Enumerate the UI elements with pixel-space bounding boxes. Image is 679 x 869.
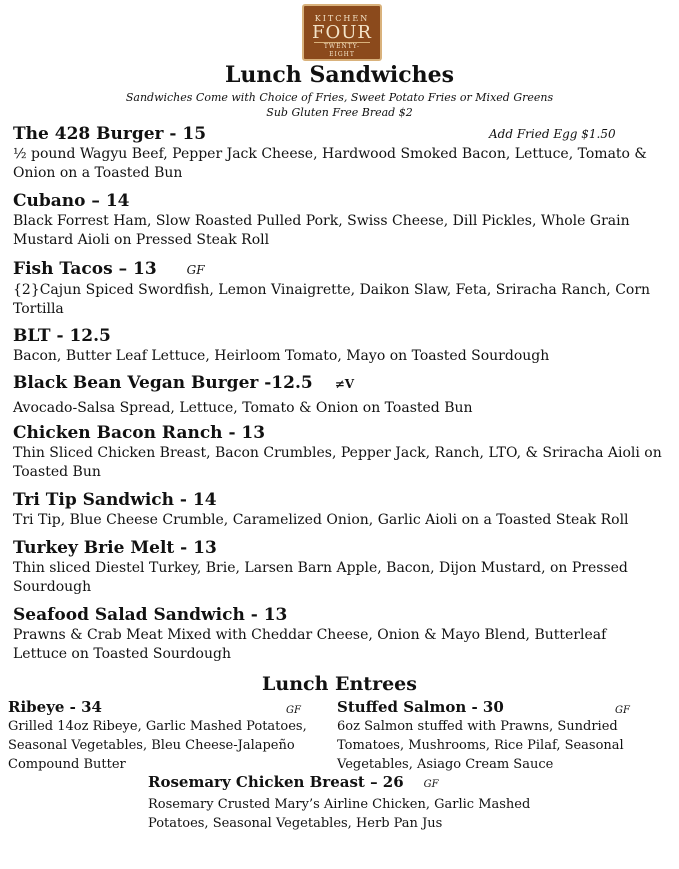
entree-name: Ribeye - 34 (8, 698, 102, 716)
page-title: Lunch Sandwiches (224, 62, 455, 88)
entree-description: 6oz Salmon stuffed with Prawns, Sundried Tomatoes, Mushrooms, Rice Pilaf, Seasonal Vegetables, Asiago Cream Sauce (337, 719, 624, 772)
entree-ribeye (8, 697, 323, 774)
sides-note: Sandwiches Come with Choice of Fries, Sweet Potato Fries or Mixed Greens (125, 91, 554, 104)
gluten-free-tag: GF (186, 263, 205, 277)
item-description: Prawns & Crab Meat Mixed with Cheddar Cheese, Onion & Mayo Blend, Butterleaf Lettuce on Toasted Sourdough (13, 627, 607, 662)
menu-item-cubano (13, 190, 663, 250)
item-description: Bacon, Butter Leaf Lettuce, Heirloom Tomato, Mayo on Toasted Sourdough (13, 348, 550, 364)
burger-addon: Add Fried Egg $1.50 (489, 127, 616, 141)
item-description: ½ pound Wagyu Beef, Pepper Jack Cheese, Hardwood Smoked Bacon, Lettuce, Tomato & Onion on a Toasted Bun (13, 146, 647, 181)
item-description: Black Forrest Ham, Slow Roasted Pulled Pork, Swiss Cheese, Dill Pickles, Whole Grain Mustard Aioli on Pressed Steak Roll (13, 213, 630, 248)
item-name: Tri Tip Sandwich - 14 (13, 490, 217, 510)
menu-item-tri-tip-sandwich (13, 489, 663, 530)
menu-item-fish-tacos (13, 258, 663, 319)
item-name: Turkey Brie Melt - 13 (13, 538, 217, 558)
entree-name: Rosemary Chicken Breast – 26 (148, 773, 404, 791)
item-name: Seafood Salad Sandwich - 13 (13, 605, 288, 625)
item-name: Fish Tacos – 13 (13, 259, 157, 279)
vegan-tag: ≠V (334, 377, 355, 391)
menu-item-chicken-bacon-ranch (13, 422, 663, 482)
gluten-free-tag: GF (615, 705, 630, 716)
item-name: The 428 Burger - 15 (13, 124, 207, 144)
entree-description: Grilled 14oz Ribeye, Garlic Mashed Potatoes, Seasonal Vegetables, Bleu Cheese-Jalapeño Compound Butter (8, 719, 307, 772)
logo-line-2: FOUR (312, 22, 372, 43)
item-description: Tri Tip, Blue Cheese Crumble, Caramelized Onion, Garlic Aioli on a Toasted Steak Roll (13, 512, 629, 528)
item-description: Thin Sliced Chicken Breast, Bacon Crumbles, Pepper Jack, Ranch, LTO, & Sriracha Aioli on Toasted Bun (13, 445, 662, 480)
item-description: Avocado-Salsa Spread, Lettuce, Tomato & Onion on Toasted Bun (13, 400, 473, 416)
menu-item-seafood-salad-sandwich (13, 604, 663, 664)
entree-stuffed-salmon (337, 697, 637, 774)
menu-item-turkey-brie-melt (13, 537, 663, 597)
entrees-section-title: Lunch Entrees (262, 673, 417, 695)
item-name: BLT - 12.5 (13, 326, 111, 346)
item-name: Black Bean Vegan Burger -12.5 (13, 373, 313, 393)
menu-item-black-bean-vegan-burger (13, 372, 663, 418)
gluten-free-tag: GF (423, 779, 439, 790)
restaurant-logo (302, 4, 382, 61)
item-description: Thin sliced Diestel Turkey, Brie, Larsen Barn Apple, Bacon, Dijon Mustard, on Pressed Sourdough (13, 560, 628, 595)
entree-description: Rosemary Crusted Mary’s Airline Chicken, Garlic Mashed Potatoes, Seasonal Vegetables, Herb Pan Jus (148, 797, 531, 831)
entree-name: Stuffed Salmon - 30 (337, 698, 504, 716)
gluten-free-note: Sub Gluten Free Bread $2 (266, 106, 413, 119)
gluten-free-tag: GF (286, 705, 301, 716)
item-name: Cubano – 14 (13, 191, 130, 211)
entree-rosemary-chicken (148, 772, 548, 833)
item-name: Chicken Bacon Ranch - 13 (13, 423, 266, 443)
logo-line-1: KITCHEN (314, 14, 370, 23)
item-description: {2}Cajun Spiced Swordfish, Lemon Vinaigrette, Daikon Slaw, Feta, Sriracha Ranch, Corn Tortilla (13, 282, 651, 317)
menu-item-blt (13, 325, 663, 366)
logo-line-3: TWENTY-EIGHT (314, 42, 370, 59)
menu-item-428-burger (13, 123, 663, 183)
